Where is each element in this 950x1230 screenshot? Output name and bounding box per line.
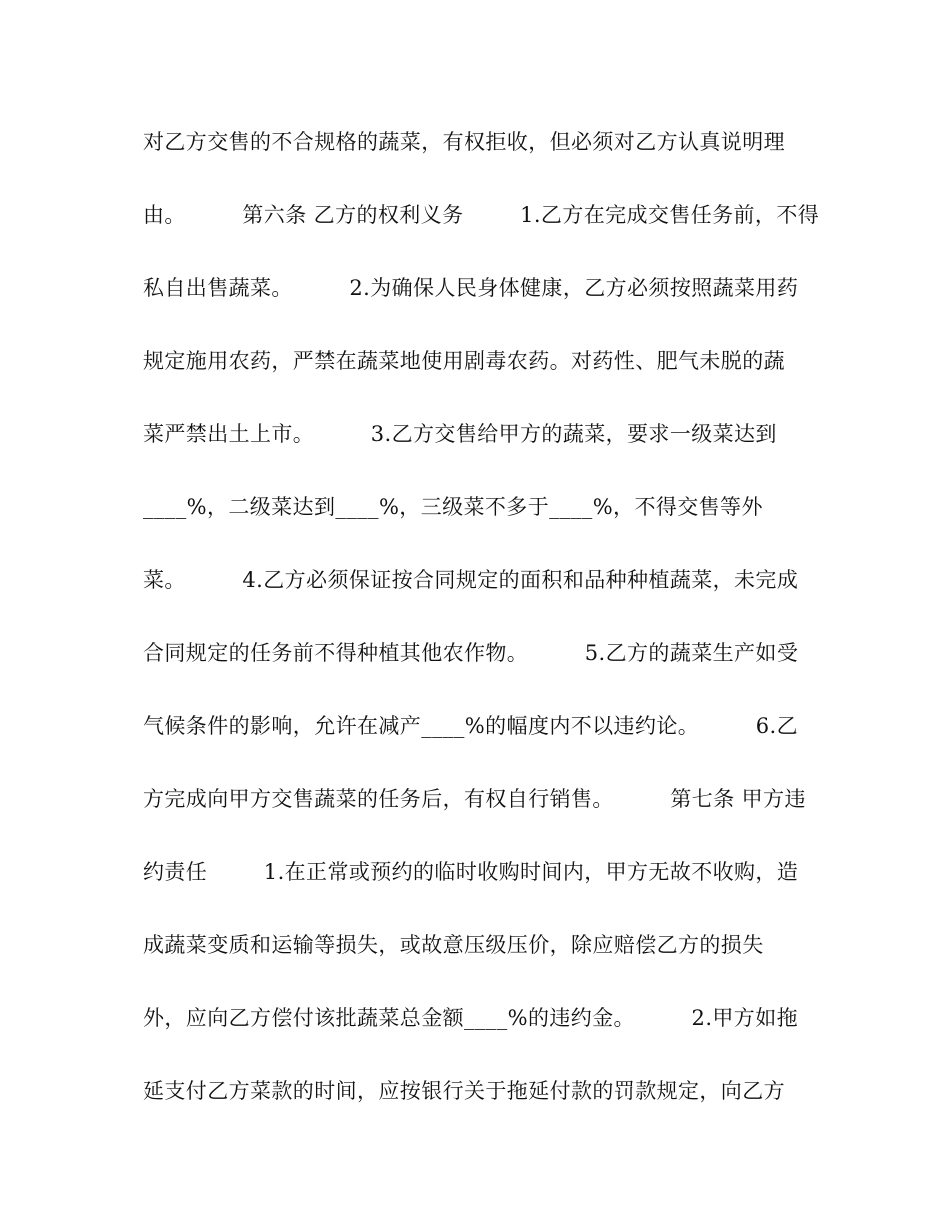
text-line: ____%，二级菜达到____%，三级菜不多于____%，不得交售等外 [143,495,763,519]
text-line: 由。 第六条 乙方的权利义务 1.乙方在完成交售任务前，不得 [143,203,820,227]
text-line: 气候条件的影响，允许在减产____%的幅度内不以违约论。 6.乙 [143,714,798,738]
text-line: 延支付乙方菜款的时间，应按银行关于拖延付款的罚款规定，向乙方 [143,1079,785,1103]
text-line: 规定施用农药，严禁在蔬菜地使用剧毒农药。对药性、肥气未脱的蔬 [143,349,785,373]
text-line: 合同规定的任务前不得种植其他农作物。 5.乙方的蔬菜生产如受 [143,641,799,665]
contract-text [143,120,820,1142]
text-line: 菜严禁出土上市。 3.乙方交售给甲方的蔬菜，要求一级菜达到 [143,422,777,446]
text-line: 成蔬菜变质和运输等损失，或故意压级压价，除应赔偿乙方的损失 [143,933,764,957]
text-line: 外，应向乙方偿付该批蔬菜总金额____%的违约金。 2.甲方如拖 [143,1006,798,1030]
text-line: 方完成向甲方交售蔬菜的任务后，有权自行销售。 第七条 甲方违 [143,787,806,811]
text-line: 约责任 1.在正常或预约的临时收购时间内，甲方无故不收购，造 [143,860,799,884]
text-line: 菜。 4.乙方必须保证按合同规定的面积和品种种植蔬菜，未完成 [143,568,799,592]
text-line: 私自出售蔬菜。 2.为确保人民身体健康，乙方必须按照蔬菜用药 [143,276,799,300]
text-line: 对乙方交售的不合规格的蔬菜，有权拒收，但必须对乙方认真说明理 [143,130,785,154]
